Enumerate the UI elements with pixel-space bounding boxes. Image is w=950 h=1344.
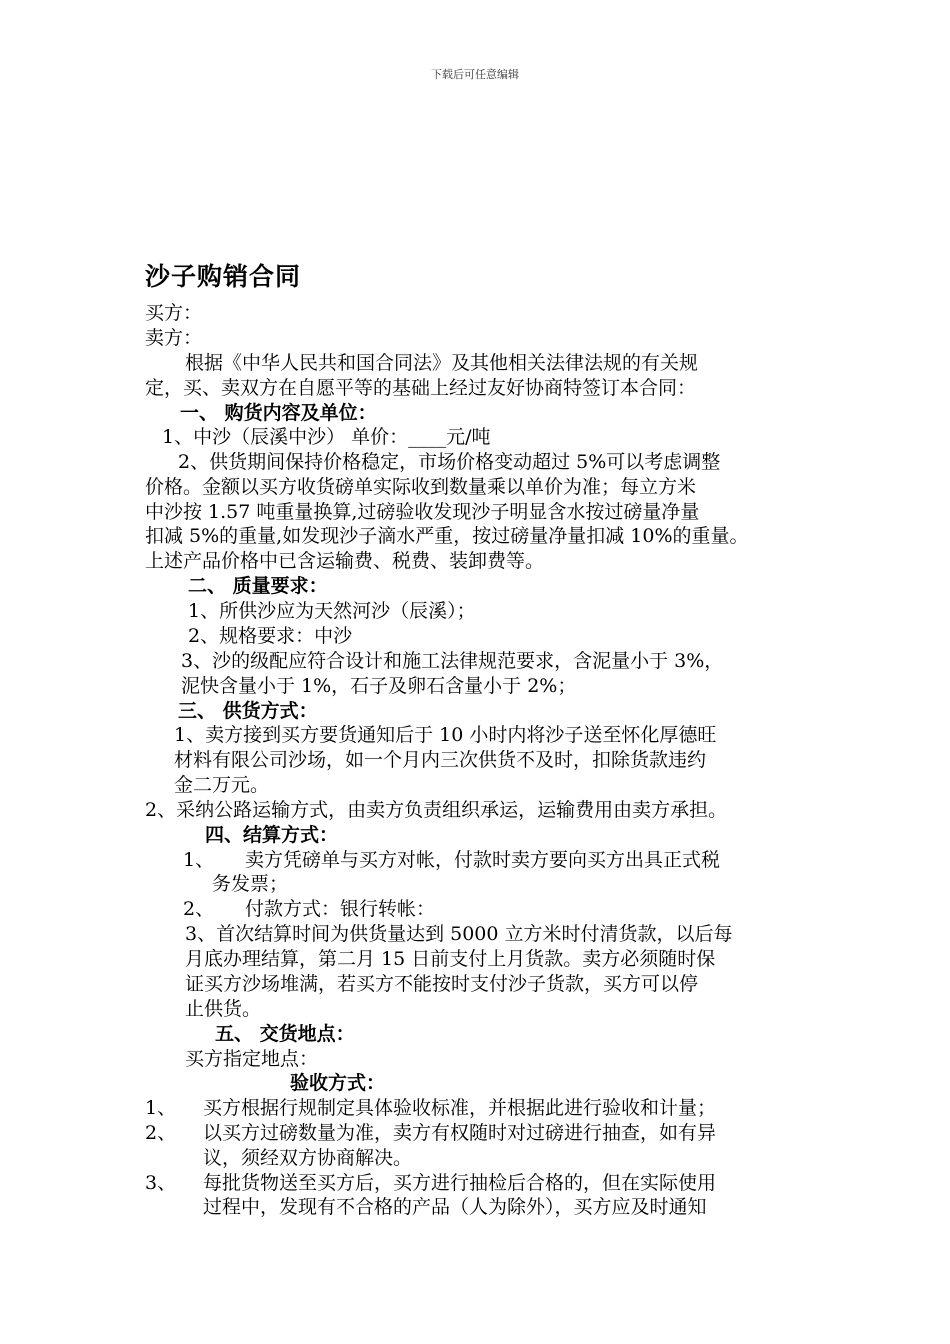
section-6-item-1: 买方根据行规制定具体验收标准，并根据此进行验收和计量； — [203, 1097, 717, 1119]
section-2-item-3-line-1: 3、沙的级配应符合设计和施工法律规范要求，含泥量小于 3%， — [181, 650, 724, 672]
section-6-item-1-number: 1、 — [145, 1097, 177, 1119]
section-6-item-2-number: 2、 — [145, 1122, 177, 1144]
section-2-item-2: 2、规格要求：中沙 — [188, 625, 353, 647]
section-3-heading: 三、 供货方式： — [178, 700, 318, 722]
section-4-item-3-line-1: 3、首次结算时间为供货量达到 5000 立方米时付清货款，以后每 — [185, 923, 733, 945]
section-6-item-3-line-2: 过程中，发现有不合格的产品（人为除外），买方应及时通知 — [203, 1196, 707, 1218]
section-4-item-1-line-1: 卖方凭磅单与买方对帐，付款时卖方要向买方出具正式税 — [245, 849, 721, 871]
section-2-item-1: 1、所供沙应为天然河沙（辰溪）； — [188, 600, 476, 622]
section-6-item-3-number: 3、 — [145, 1172, 177, 1194]
section-1-item-2-line-3: 中沙按 1.57 吨重量换算,过磅验收发现沙子明显含水按过磅量净量 — [145, 501, 700, 523]
watermark: 下载后可任意编辑 — [431, 68, 519, 81]
section-6-item-3-line-1: 每批货物送至买方后，买方进行抽检后合格的，但在实际使用 — [203, 1172, 717, 1194]
section-1-item-2-line-1: 2、供货期间保持价格稳定，市场价格变动超过 5%可以考虑调整 — [178, 451, 721, 473]
section-3-item-1-line-2: 材料有限公司沙场，如一个月内三次供货不及时，扣除货款违约 — [174, 749, 707, 771]
section-2-heading: 二、 质量要求： — [188, 575, 328, 597]
section-4-item-1-line-2: 务发票； — [212, 873, 289, 895]
section-1-item-1: 1、中沙（辰溪中沙） 单价：____元/吨 — [162, 426, 491, 448]
section-4-item-2-number: 2、 — [183, 898, 215, 920]
section-1-heading: 一、 购货内容及单位： — [180, 402, 377, 424]
document-title: 沙子购销合同 — [145, 262, 302, 291]
section-3-item-1-line-3: 金二万元。 — [174, 774, 270, 796]
section-5-heading: 五、 交货地点： — [215, 1023, 355, 1045]
section-4-item-3-line-3: 证买方沙场堆满，若买方不能按时支付沙子货款，买方可以停 — [185, 973, 699, 995]
section-4-item-1-number: 1、 — [183, 849, 215, 871]
seller-label: 卖方： — [145, 327, 203, 349]
section-6-item-2-line-2: 议，须经双方协商解决。 — [203, 1147, 413, 1169]
section-6-heading: 验收方式： — [290, 1072, 386, 1094]
section-4-item-3-line-2: 月底办理结算，第二月 15 日前支付上月货款。卖方必须随时保 — [185, 948, 716, 970]
section-2-item-3-line-2: 泥快含量小于 1%，石子及卵石含量小于 2%； — [181, 675, 577, 697]
section-1-item-2-line-5: 上述产品价格中已含运输费、税费、装卸费等。 — [145, 550, 545, 572]
section-4-item-2: 付款方式：银行转帐： — [245, 898, 436, 920]
section-3-item-1-line-1: 1、卖方接到买方要货通知后于 10 小时内将沙子送至怀化厚德旺 — [174, 724, 717, 746]
section-5-text: 买方指定地点： — [185, 1048, 319, 1070]
intro-line-1: 根据《中华人民共和国合同法》及其他相关法律法规的有关规 — [185, 352, 699, 374]
section-4-item-3-line-4: 止供货。 — [185, 998, 262, 1020]
section-1-item-2-line-2: 价格。金额以买方收货磅单实际收到数量乘以单价为准；每立方米 — [145, 476, 697, 498]
buyer-label: 买方： — [145, 302, 203, 324]
intro-line-2: 定，买、卖双方在自愿平等的基础上经过友好协商特签订本合同： — [145, 377, 697, 399]
section-4-heading: 四、结算方式： — [205, 824, 339, 846]
section-3-item-2: 2、采纳公路运输方式，由卖方负责组织承运，运输费用由卖方承担。 — [145, 799, 728, 821]
section-6-item-2-line-1: 以买方过磅数量为准，卖方有权随时对过磅进行抽查，如有异 — [203, 1122, 717, 1144]
section-1-item-2-line-4: 扣减 5%的重量,如发现沙子滴水严重，按过磅量净量扣减 10%的重量。 — [145, 525, 749, 547]
